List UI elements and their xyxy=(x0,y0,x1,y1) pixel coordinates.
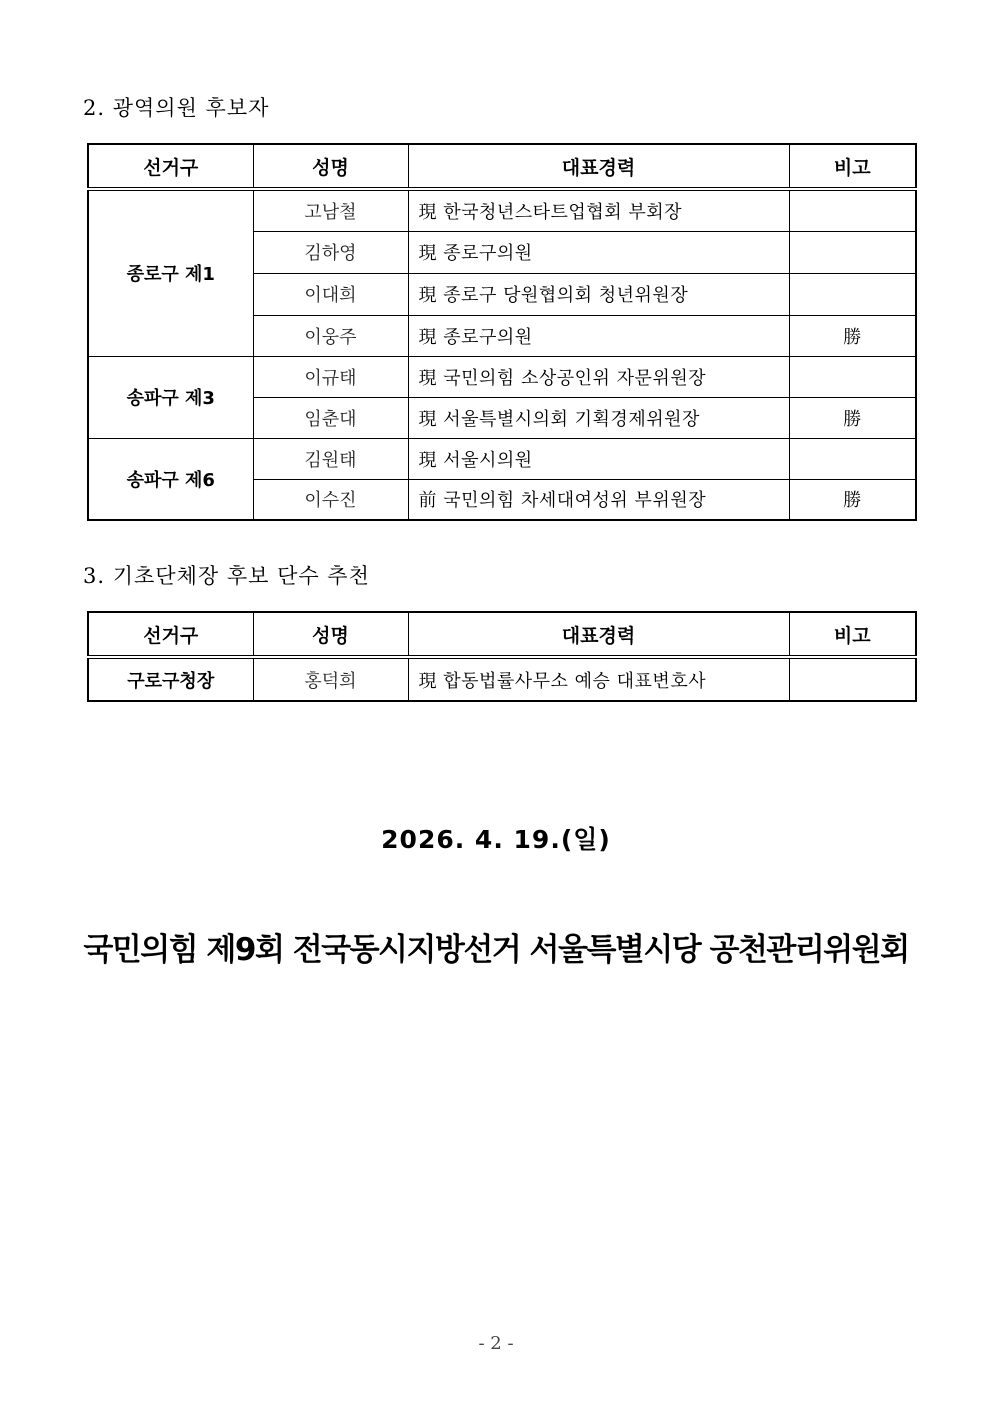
candidate-career: 現 종로구의원 xyxy=(408,231,789,273)
candidate-note: 勝 xyxy=(789,315,916,356)
candidate-note xyxy=(789,273,916,315)
candidate-career: 現 서울특별시의회 기획경제위원장 xyxy=(408,397,789,438)
candidate-name: 고남철 xyxy=(253,189,408,231)
candidate-career: 現 국민의힘 소상공인위 자문위원장 xyxy=(408,356,789,397)
candidate-career: 現 한국청년스타트업협회 부회장 xyxy=(408,189,789,231)
candidate-note xyxy=(789,356,916,397)
table-row xyxy=(88,356,916,397)
candidate-name: 김하영 xyxy=(253,231,408,273)
header-career: 대표경력 xyxy=(408,612,789,657)
header-district: 선거구 xyxy=(88,144,253,189)
local-head-candidate-table xyxy=(87,611,917,702)
district-cell: 송파구 제3 xyxy=(88,356,253,438)
candidate-note xyxy=(789,657,916,701)
candidate-note xyxy=(789,231,916,273)
table-header-row xyxy=(88,144,916,189)
header-note: 비고 xyxy=(789,144,916,189)
page-number: - 2 - xyxy=(478,1333,514,1354)
candidate-note: 勝 xyxy=(789,397,916,438)
header-career: 대표경력 xyxy=(408,144,789,189)
candidate-name: 이웅주 xyxy=(253,315,408,356)
table-header-row xyxy=(88,612,916,657)
candidate-name: 이규태 xyxy=(253,356,408,397)
candidate-name: 이수진 xyxy=(253,479,408,520)
candidate-note: 勝 xyxy=(789,479,916,520)
candidate-note xyxy=(789,438,916,479)
district-cell: 구로구청장 xyxy=(88,657,253,701)
header-name: 성명 xyxy=(253,612,408,657)
header-district: 선거구 xyxy=(88,612,253,657)
candidate-name: 홍덕희 xyxy=(253,657,408,701)
section-2-title: 2. 광역의원 후보자 xyxy=(83,96,270,120)
candidate-career: 現 서울시의원 xyxy=(408,438,789,479)
district-cell: 송파구 제6 xyxy=(88,438,253,520)
district-cell: 종로구 제1 xyxy=(88,189,253,356)
section-3-title: 3. 기초단체장 후보 단수 추천 xyxy=(83,564,370,588)
candidate-career: 現 종로구의원 xyxy=(408,315,789,356)
document-date: 2026. 4. 19.(일) xyxy=(381,825,611,854)
candidate-name: 임춘대 xyxy=(253,397,408,438)
table-row xyxy=(88,189,916,231)
table-row xyxy=(88,657,916,701)
header-note: 비고 xyxy=(789,612,916,657)
candidate-career: 現 합동법률사무소 예승 대표변호사 xyxy=(408,657,789,701)
header-name: 성명 xyxy=(253,144,408,189)
table-row xyxy=(88,438,916,479)
regional-council-candidates-table xyxy=(87,143,917,521)
candidate-career: 前 국민의힘 차세대여성위 부위원장 xyxy=(408,479,789,520)
candidate-note xyxy=(789,189,916,231)
candidate-name: 이대희 xyxy=(253,273,408,315)
candidate-career: 現 종로구 당원협의회 청년위원장 xyxy=(408,273,789,315)
candidate-name: 김원태 xyxy=(253,438,408,479)
issuing-organization: 국민의힘 제9회 전국동시지방선거 서울특별시당 공천관리위원회 xyxy=(83,932,909,968)
